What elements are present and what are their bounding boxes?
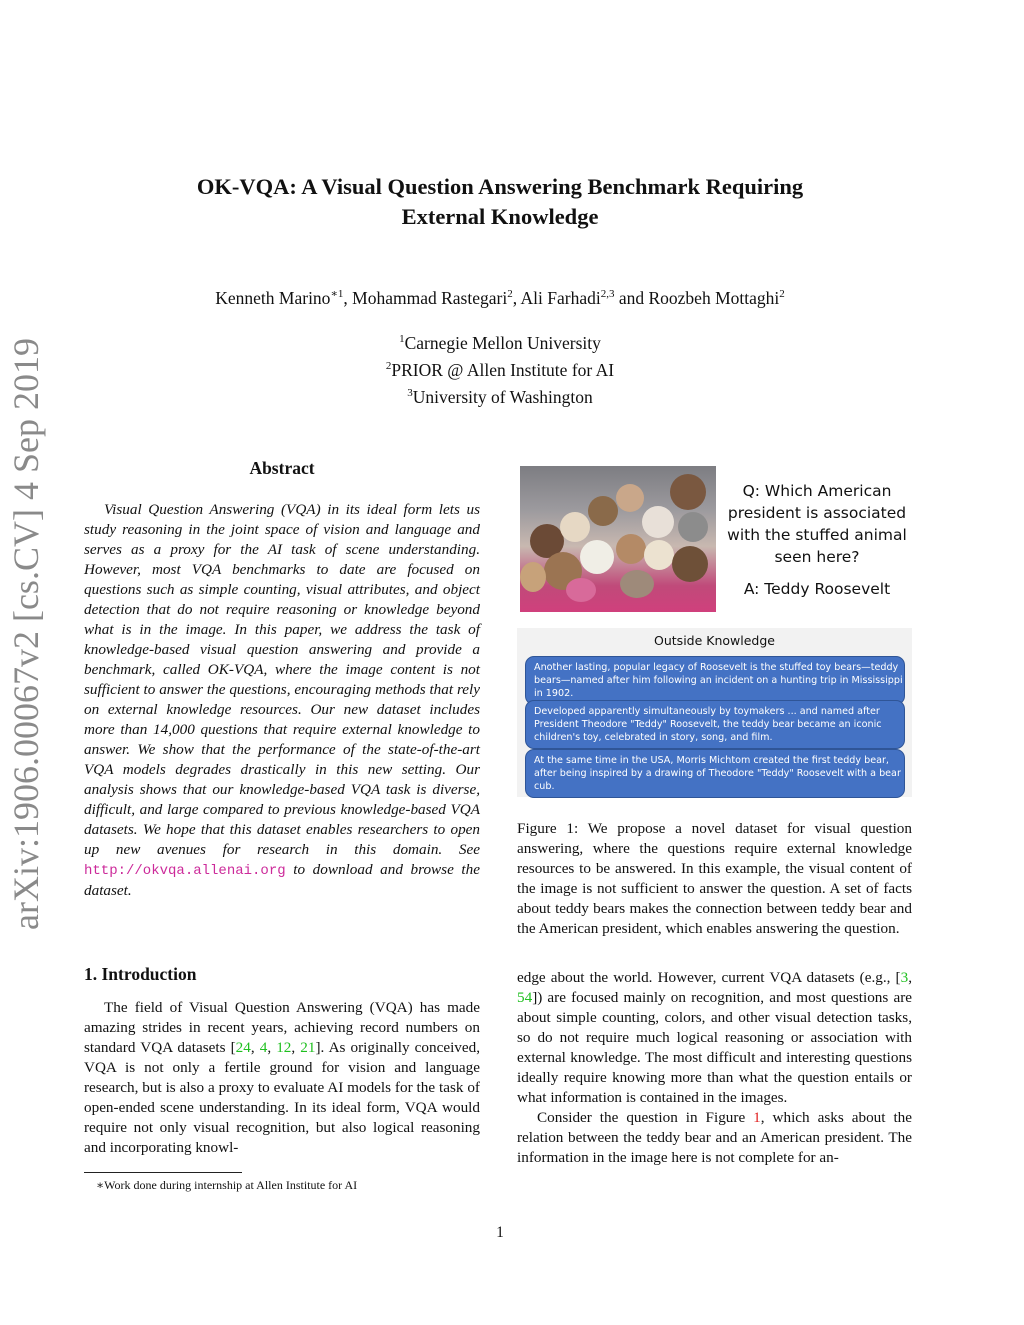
title-line-2: External Knowledge [401,204,599,229]
citation-link[interactable]: 4 [259,1039,268,1056]
author-sup: 2 [507,288,513,300]
author-sup: 2 [779,288,785,300]
title-line-1: OK-VQA: A Visual Question Answering Benchmark Requiring [196,174,804,199]
abstract-heading: Abstract [249,458,315,478]
footnote-rule [84,1172,242,1173]
author-sup: ∗1 [330,288,344,300]
figure-question: Q: Which American president is associated with the stuffed animal seen here? [727,482,907,566]
outside-knowledge-panel [517,628,912,797]
figure-caption: Figure 1: We propose a novel dataset for visual question answering, where the questions require external knowledge resources to be answered. In this example, the visual content of the image is not sufficient to answer the question. A set of facts about teddy bears makes the connection between teddy bear and the American president, which enables answering the question. [517,820,912,937]
citation-link[interactable]: 3 [900,969,909,986]
author-name: Ali Farhadi [520,287,601,308]
citation-link[interactable]: 21 [300,1039,316,1056]
outside-knowledge-title: Outside Knowledge [654,633,775,648]
teddy-bears-photo [520,466,716,612]
citation-link[interactable]: 24 [235,1039,251,1056]
knowledge-fact: Another lasting, popular legacy of Roosevelt is the stuffed toy bears—teddy bears—named after him following an incident on a hunting trip in Mississippi in 1902. [525,656,905,705]
intro-right-column [517,968,912,1168]
author-name: Roozbeh Mottaghi [648,287,780,308]
intro-paragraph: The field of Visual Question Answering (VQA) has made amazing strides in recent years, achieving record numbers on standard VQA datasets [24, 4, 12, 21]. As originally conceived, VQA is not only a fertile ground for vision and language research, but is also a proxy to evaluate AI models for the task of open-ended scene understanding. In its ideal form, VQA would require not only visual recognition, but also logical reasoning and incorporating knowl- [84,999,481,1156]
affiliation: $^2$PRIOR @ Allen Institute for AI [385,359,615,380]
footnote: ∗Work done during internship at Allen Institute for AI [96,1178,358,1192]
paper-title [0,172,1000,232]
abstract-tail: to download and browse the dataset. [84,861,480,899]
figure-ref-link[interactable]: 1 [753,1109,761,1126]
knowledge-fact: At the same time in the USA, Morris Michtom created the first teddy bear, after being inspired by a drawing of Theodore "Teddy" Roosevelt with a bear cub. [525,749,905,798]
dataset-link[interactable]: http://okvqa.allenai.org [84,863,286,879]
page-number: 1 [496,1224,504,1241]
abstract-text: Visual Question Answering (VQA) in its ideal form lets us study reasoning in the joint space of vision and language and serves as a proxy for the AI task of scene understanding. However, most VQA benchmarks to date are focused on questions such as simple counting, visual attributes, and object detection that do not require reasoning or knowledge beyond what is in the image. In this paper, we address the task of knowledge-based visual question answering and provide a benchmark, called OK-VQA, where the image content is not sufficient to answer the questions, encouraging methods that rely on external knowledge resources. Our new dataset includes more than 14,000 questions that require external knowledge to answer. We show that the performance of the state-of-the-art VQA models degrades drastically in this new setting. Our analysis shows that our knowledge-based VQA task is diverse, difficult, and large compared to previous knowledge-based VQA datasets. We hope that this dataset enables researchers to open up new avenues for research in this domain. See [84,501,480,858]
intro-paragraph: edge about the world. However, current VQA datasets (e.g., [3, 54]) are focused mainly on recognition, and most questions are about simple counting, colors, and other visual detection tasks, so do not require much logical reasoning or association with external knowledge. The most difficult and interesting questions ideally require knowing more than what the question entails or what information is contained in the images. [517,969,912,1106]
arxiv-stamp: arXiv:1906.00067v2 [cs.CV] 4 Sep 2019 [6,338,46,930]
author-list: Kenneth Marino$^{∗1}$, Mohammad Rastegari$^2$, Ali Farhadi$^{2,3}$ and Roozbeh Mottaghi$^2$ [215,287,785,308]
author-sup: 2,3 [600,288,615,300]
knowledge-fact: Developed apparently simultaneously by toymakers ... and named after President Theodore "Teddy" Roosevelt, the teddy bear became an iconic children's toy, celebrated in story, song, and film. [525,700,905,749]
section-heading-introduction: 1. Introduction [84,964,197,984]
figure-answer: A: Teddy Roosevelt [743,580,891,598]
figure-qa [722,480,912,600]
author-name: Mohammad Rastegari [352,287,508,308]
intro-paragraph: Consider the question in Figure 1, which asks about the relation between the teddy bear and an American president. The information in the image here is not complete for an- [517,1109,912,1166]
author-name: Kenneth Marino [215,287,331,308]
citation-link[interactable]: 12 [276,1039,292,1056]
affiliation: $^3$University of Washington [407,386,593,407]
abstract-body [84,500,480,901]
citation-link[interactable]: 54 [517,989,533,1006]
affiliation-list [0,328,1000,408]
affiliation: $^1$Carnegie Mellon University [399,332,601,353]
